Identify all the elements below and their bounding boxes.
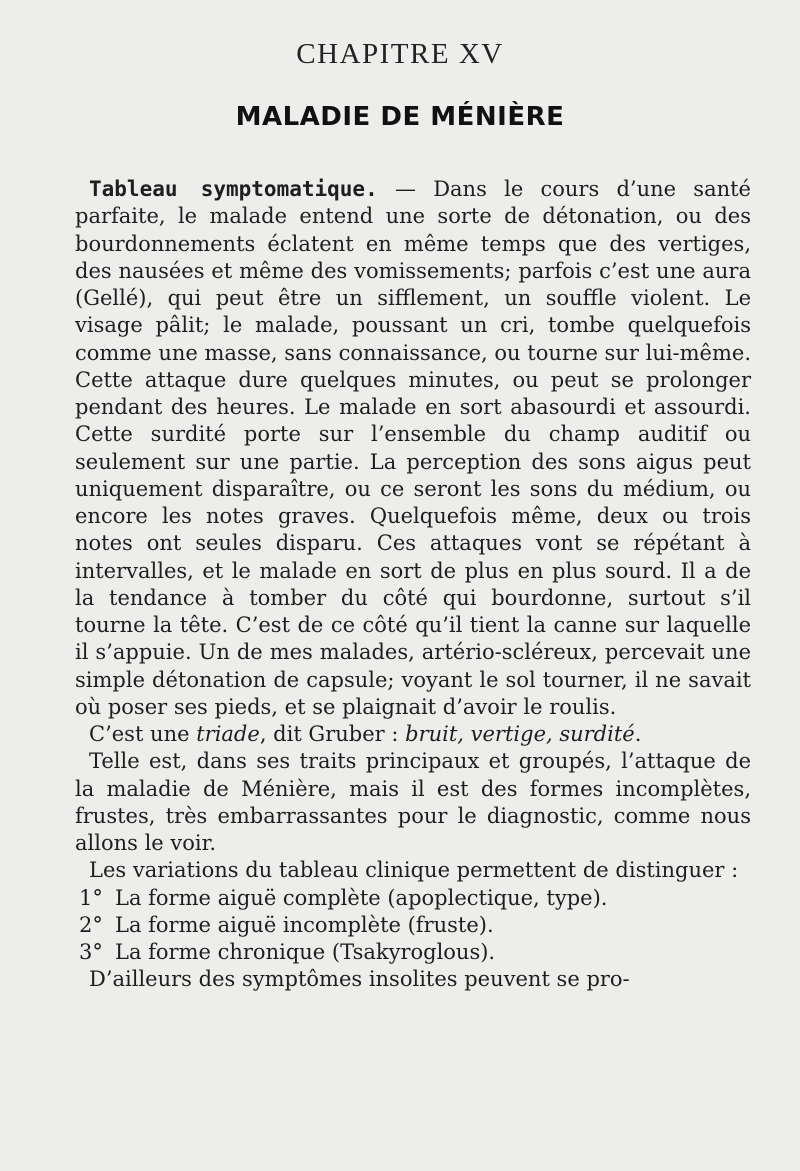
section-lead: Tableau symptomatique. (89, 177, 378, 201)
list-number: 2° (79, 912, 103, 937)
list-text: La forme chronique (Tsakyroglous). (115, 940, 496, 964)
list-item (75, 912, 751, 939)
paragraph-3: Telle est, dans ses traits principaux et groupés, l’attaque de la maladie de Ménière, mais il est des formes incomplètes, frustes, très embarrassantes pour le diagnostic, comme nous allons le voir. (75, 749, 751, 855)
paragraph-1-text: Dans le cours d’une santé parfaite, le malade entend une sorte de détonation, ou des bourdonnements éclatent en même temps que des vertiges, des nausées et même des vomissements; parfois c’est une aura (Gellé), qui peut être un sifflement, un souffle violent. Le visage pâlit; le malade, poussant un cri, tombe quelquefois comme une masse, sans connaissance, ou tourne sur lui-même. Cette attaque dure quelques minutes, ou peut se prolonger pendant des heures. Le malade en sort abasourdi et assourdi. Cette surdité porte sur l’ensemble du champ auditif ou seulement sur une partie. La perception des sons aigus peut uniquement disparaître, ou ce seront les sons du médium, ou encore les notes graves. Quelquefois même, deux ou trois notes ont seules disparu. Ces attaques vont se répétant à intervalles, et le malade en sort de plus en plus sourd. Il a de la tendance à tomber du côté qui bourdonne, surtout s’il tourne la tête. C’est de ce côté qu’il tient la canne sur laquelle il s’appuie. Un de mes malades, artério-scléreux, percevait une simple détonation de capsule; voyant le sol tourner, il ne savait où poser ses pieds, et se plaignait d’avoir le roulis. (75, 177, 751, 719)
paragraph-5: D’ailleurs des symptômes insolites peuvent se pro- (89, 967, 630, 992)
list-item (75, 885, 751, 912)
paragraph-2-text-a: C’est une (89, 722, 197, 746)
paragraph-2-text-b: , dit Gruber : (259, 722, 406, 746)
list-item (75, 939, 751, 966)
page-title: MALADIE DE MÉNIÈRE (235, 102, 565, 132)
list-text: La forme aiguë incomplète (fruste). (115, 912, 494, 937)
paragraph-1 (75, 176, 751, 721)
paragraph-2 (75, 721, 751, 748)
list-number: 3° (79, 940, 103, 964)
lead-dash: — (377, 177, 434, 201)
paragraph-2-text-c: . (634, 722, 642, 746)
list-text: La forme aiguë complète (apoplectique, type). (115, 885, 608, 910)
paragraph-2-italic-a: triade (196, 722, 260, 746)
paragraph-2-italic-b: bruit, vertige, surdité (405, 722, 635, 746)
page-body (75, 176, 751, 994)
list-number: 1° (79, 885, 103, 910)
chapter-heading: CHAPITRE XV (296, 38, 504, 70)
paragraph-4: Les variations du tableau clinique permettent de distinguer : (89, 858, 739, 883)
